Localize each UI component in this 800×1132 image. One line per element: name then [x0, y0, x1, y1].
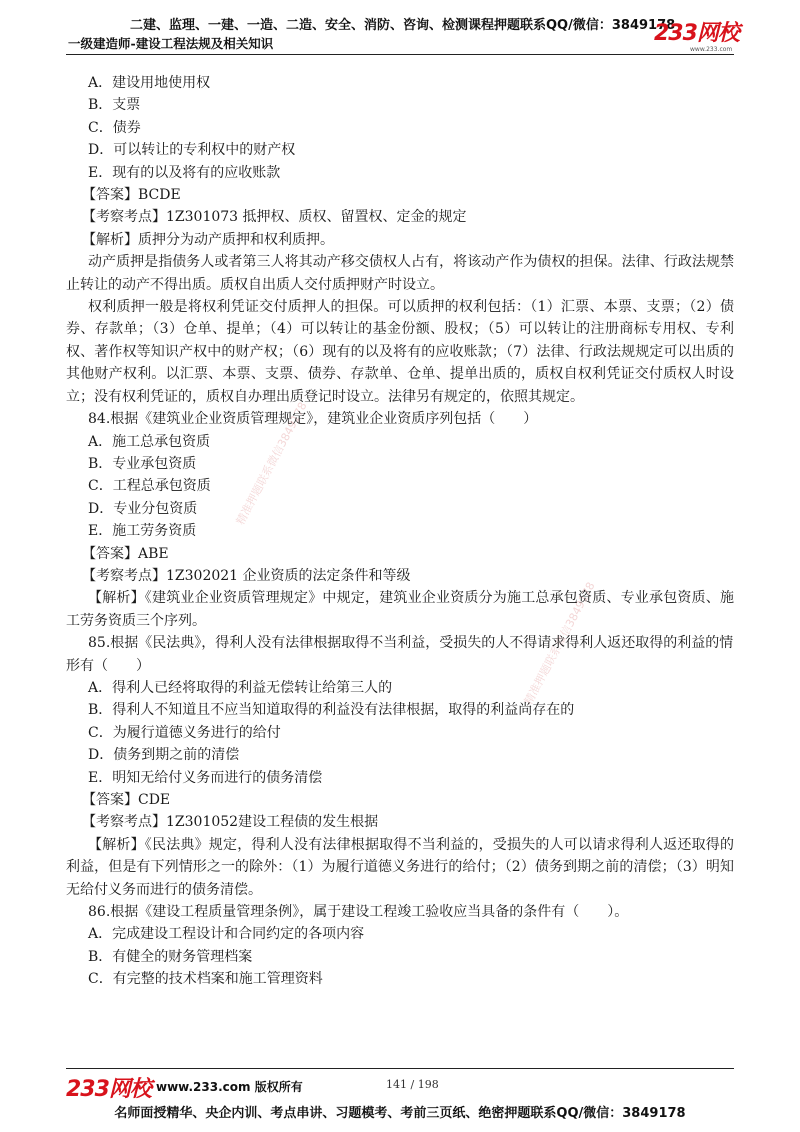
answer-option: E．现有的以及将有的应收账款 [88, 164, 281, 181]
answer-option: D．专业分包资质 [88, 500, 198, 517]
answer-option: C．工程总承包资质 [88, 478, 211, 495]
answer-tag: 【解析】质押分为动产质押和权利质押。 [82, 231, 334, 248]
footer-copyright: www.233.com 版权所有 [156, 1080, 303, 1094]
watermark: 精准押题联系微信3849178 [521, 579, 598, 708]
answer-option: B．专业承包资质 [88, 455, 197, 472]
answer-option: B．有健全的财务管理档案 [88, 948, 253, 965]
question-stem: 85.根据《民法典》，得利人没有法律根据取得不当利益，受损失的人不得请求得利人返还取得的利益的情形有（ ） [66, 635, 734, 674]
brand-logo: 233网校 [654, 21, 739, 46]
explanation-paragraph: 【解析】《建筑业企业资质管理规定》中规定，建筑业企业资质分为施工总承包资质、专业承包资质、施工劳务资质三个序列。 [66, 590, 734, 629]
question-stem: 84.根据《建筑业企业资质管理规定》，建筑业企业资质序列包括（ ） [88, 411, 538, 428]
answer-option: A．建设用地使用权 [88, 75, 211, 91]
page-content [66, 72, 734, 991]
answer-option: E．施工劳务资质 [88, 523, 197, 540]
answer-option: E．明知无给付义务而进行的债务清偿 [88, 769, 323, 786]
footer-divider [66, 1068, 734, 1069]
footer-logo: 233网校 [66, 1077, 151, 1102]
header-top-line: 二建、监理、一建、一造、二造、安全、消防、咨询、检测课程押题联系QQ/微信：3849178 [130, 18, 676, 33]
explanation-paragraph: 【解析】《民法典》规定，得利人没有法律根据取得不当利益的，受损失的人可以请求得利人返还取得的利益，但是有下列情形之一的除外：（1）为履行道德义务进行的给付；（2）债务到期之前的清偿；（3）明知无给付义务而进行的债务清偿。 [66, 836, 734, 898]
explanation-paragraph: 权利质押一般是将权利凭证交付质押人的担保。可以质押的权利包括：（1）汇票、本票、支票；（2）债券、存款单；（3）仓单、提单；（4）可以转让的基金份额、股权；（5）可以转让的注册商标专用权、专利权、著作权等知识产权中的财产权；（6）现有的以及将有的应收账款；（7）法律、行政法规规定可以出质的其他财产权利。以汇票、本票、支票、债券、存款单、仓单、提单出质的，质权自权利凭证交付质权人时设立；没有权利凭证的，质权自办理出质登记时设立。法律另有规定的，依照其规定。 [66, 299, 734, 405]
answer-option: A．施工总承包资质 [88, 433, 211, 450]
answer-tag: 【考察考点】1Z302021 企业资质的法定条件和等级 [82, 567, 411, 584]
answer-option: B．得利人不知道且不应当知道取得的利益没有法律根据，取得的利益尚存在的 [88, 702, 575, 719]
answer-option: A．完成建设工程设计和合同约定的各项内容 [88, 926, 365, 943]
answer-option: C．债券 [88, 119, 141, 136]
answer-tag: 【考察考点】1Z301073 抵押权、质权、留置权、定金的规定 [82, 209, 467, 226]
explanation-paragraph: 动产质押是指债务人或者第三人将其动产移交债权人占有，将该动产作为债权的担保。法律、行政法规禁止转让的动产不得出质。质权自出质人交付质押财产时设立。 [66, 254, 734, 293]
answer-tag: 【考察考点】1Z301052建设工程债的发生根据 [82, 814, 379, 831]
document-title: 一级建造师-建设工程法规及相关知识 [68, 36, 274, 51]
brand-logo-url: www.233.com [690, 46, 733, 53]
answer-option: B．支票 [88, 97, 141, 114]
question-stem: 86.根据《建设工程质量管理条例》，属于建设工程竣工验收应当具备的条件有（ ）。 [88, 904, 629, 921]
footer-bottom-line: 名师面授精华、央企内训、考点串讲、习题模考、考前三页纸、绝密押题联系QQ/微信：3849178 [114, 1106, 686, 1121]
answer-option: C．为履行道德义务进行的给付 [88, 724, 281, 741]
answer-tag: 【答案】CDE [82, 792, 171, 808]
answer-option: C．有完整的技术档案和施工管理资料 [88, 971, 323, 988]
answer-option: D．可以转让的专利权中的财产权 [88, 142, 296, 159]
page-number: 141 / 198 [386, 1078, 439, 1091]
answer-option: D．债务到期之前的清偿 [88, 747, 240, 764]
watermark: 精准押题联系微信3849178 [233, 399, 310, 528]
header-divider [66, 54, 734, 55]
answer-tag: 【答案】ABE [82, 545, 169, 562]
answer-option: A．得利人已经将取得的利益无偿转让给第三人的 [88, 679, 393, 696]
answer-tag: 【答案】BCDE [82, 187, 181, 204]
